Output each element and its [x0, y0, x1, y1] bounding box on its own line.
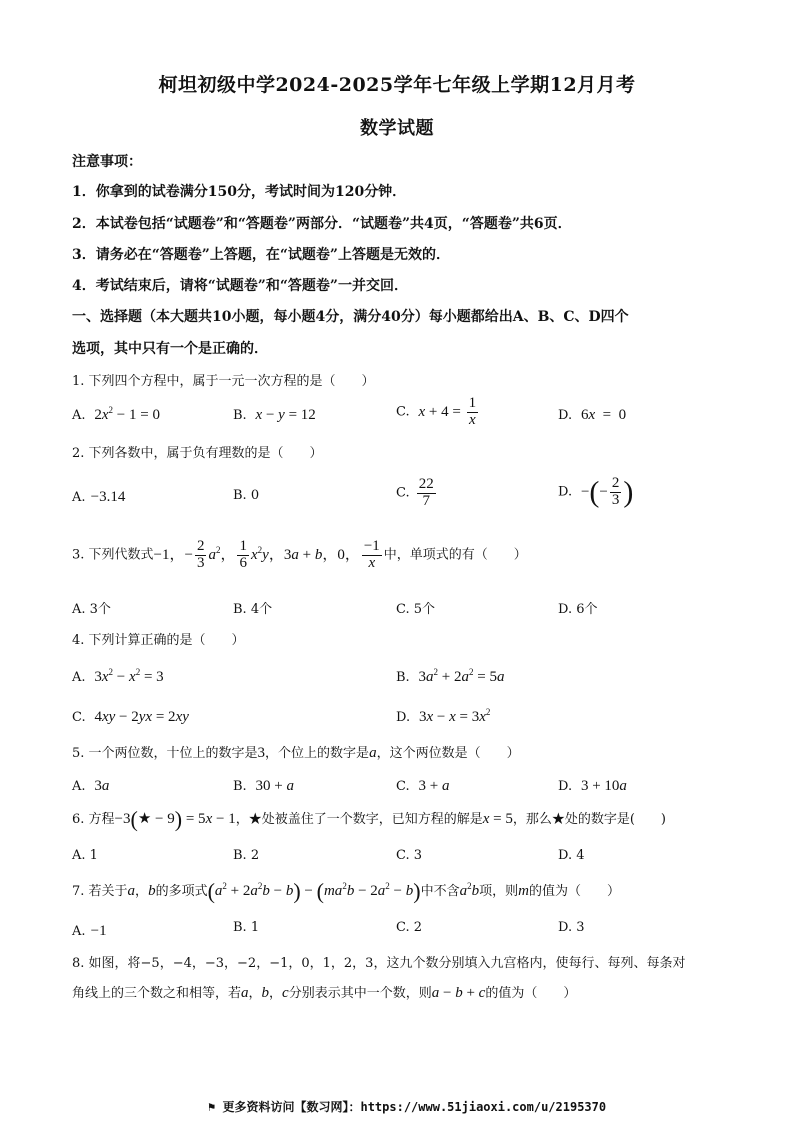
option-label: B.: [396, 670, 410, 685]
section-heading-cont: 选项，其中只有一个是正确的．: [72, 341, 268, 357]
question-3-option-c[interactable]: C. 5个: [396, 602, 436, 617]
stem-part: ，个位上的数字是: [265, 746, 370, 761]
question-5-option-b[interactable]: [233, 775, 294, 795]
question-1-option-a[interactable]: [72, 404, 160, 424]
question-8-stem-line2: [72, 982, 576, 1002]
question-6-option-b[interactable]: B. 2: [233, 848, 260, 863]
option-label: C.: [396, 779, 410, 794]
question-3-stem: [72, 539, 527, 572]
stem-part: ，这个两位数是（ ）: [376, 746, 520, 761]
question-3-option-a[interactable]: A. 3个: [72, 602, 111, 617]
question-3-option-b[interactable]: B. 4个: [233, 602, 273, 617]
stem-math: m: [518, 883, 529, 899]
question-6-option-a[interactable]: A. 1: [72, 848, 98, 863]
option-label: A.: [72, 490, 86, 505]
question-5-option-d[interactable]: [558, 775, 627, 795]
question-2-option-a[interactable]: [72, 486, 125, 506]
question-6-option-c[interactable]: C. 3: [396, 848, 423, 863]
option-math: x − y = 12: [255, 407, 316, 423]
option-label: D.: [396, 710, 411, 725]
footer-text: 更多资料访问【数习网】：https://www.51jiaoxi.com/u/2195370: [222, 1100, 607, 1114]
question-7-option-c[interactable]: C. 2: [396, 920, 423, 935]
option-label: D.: [558, 408, 573, 423]
option-label: B.: [233, 779, 247, 794]
question-4-stem: 4. 下列计算正确的是（ ）: [72, 633, 245, 648]
stem-math: $(a^2 + 2a^2b - b) - (ma^2b - 2a^2 - b)$: [207, 878, 421, 904]
question-2-option-b[interactable]: B. 0: [233, 488, 260, 503]
stem-part: 的多项式: [155, 884, 208, 899]
question-1-stem: 1. 下列四个方程中，属于一元一次方程的是（ ）: [72, 374, 375, 389]
option-math: $\frac{22}{7}$: [418, 476, 434, 509]
stem-part: ，★处被盖住了一个数字，已知方程的解是: [235, 812, 483, 827]
question-2-option-c[interactable]: [396, 477, 438, 510]
question-4-option-c[interactable]: [72, 706, 189, 726]
question-7-stem: [72, 880, 620, 903]
page-title: 柯坦初级中学2024-2025学年七年级上学期12月月考: [158, 74, 636, 96]
option-label: D.: [558, 484, 573, 500]
stem-math: b: [148, 883, 156, 899]
stem-part: 角线上的三个数之和相等，若: [72, 986, 242, 1001]
option-math: $2x^2 - 1 = 0$: [90, 405, 160, 423]
stem-part: ，: [248, 986, 262, 1001]
stem-math: $a^2b$: [459, 881, 480, 899]
notice-item-1: 1．你拿到的试卷满分150分，考试时间为120分钟．: [72, 184, 407, 200]
question-6-option-d[interactable]: D. 4: [558, 848, 585, 863]
question-1-option-c[interactable]: [396, 396, 480, 429]
stem-part: 中不含: [420, 884, 460, 899]
option-math: −3.14: [90, 489, 126, 505]
question-2-option-d[interactable]: [558, 476, 633, 509]
stem-math: a − b + c: [431, 985, 486, 1001]
stem-part: 分别表示其中一个数，则: [288, 986, 432, 1001]
option-math: x + 4 = $\frac{1}{x}$: [418, 395, 477, 428]
option-label: A.: [72, 924, 86, 939]
question-7-option-d[interactable]: D. 3: [558, 920, 585, 935]
question-8-stem-line1: 8. 如图，将−5，−4，−3，−2，−1，0，1，2，3，这九个数分别填入九宫格内，使每行、每列、每条对: [72, 956, 686, 971]
option-math: 3 + a: [414, 778, 450, 794]
question-5-option-c[interactable]: [396, 775, 449, 795]
option-math: $3x^2 - x^2 = 3$: [90, 667, 164, 685]
option-label: C.: [396, 485, 410, 501]
notice-item-2: 2．本试卷包括“试题卷”和“答题卷”两部分．“试题卷”共4页，“答题卷”共6页．: [72, 216, 572, 232]
stem-math: −3(★ − 9) = 5x − 1: [114, 806, 236, 832]
stem-math: b: [261, 985, 270, 1001]
option-math: $3a^2 + 2a^2 = 5a$: [414, 667, 505, 685]
stem-part: 7. 若关于: [72, 884, 128, 899]
question-1-option-d[interactable]: [558, 404, 626, 424]
stem-math: −1，− $\frac{2}{3}$ $a^2$， $\frac{1}{6}$ $x^2y$，3a + b，0， $\frac{-1}{x}$: [153, 538, 380, 571]
option-label: A.: [72, 408, 86, 423]
notice-item-3: 3．请务必在“答题卷”上答题，在“试题卷”上答题是无效的．: [72, 247, 450, 263]
question-7-option-b[interactable]: B. 1: [233, 920, 260, 935]
option-math: −(− $\frac{2}{3}$ ): [577, 475, 634, 509]
stem-part: 的值为（ ）: [528, 884, 620, 899]
notice-heading: 注意事项：: [72, 154, 142, 170]
stem-part: 5. 一个两位数，十位上的数字是: [72, 746, 258, 761]
stem-math: c: [282, 985, 289, 1001]
stem-suffix: 中，单项式的有（ ）: [383, 547, 527, 563]
question-5-option-a[interactable]: [72, 775, 109, 795]
option-math: $3x - x = 3x^2$: [415, 707, 491, 725]
option-label: C.: [72, 710, 86, 725]
stem-math: a: [369, 745, 377, 761]
question-5-stem: [72, 742, 520, 762]
stem-part: 6. 方程: [72, 812, 115, 827]
question-3-option-d[interactable]: D. 6个: [558, 602, 598, 617]
stem-math: a: [241, 985, 249, 1001]
flag-icon: ⚑: [208, 1100, 216, 1114]
option-math: 3 + 10a: [577, 778, 627, 794]
option-math: −1: [90, 923, 107, 939]
option-label: A.: [72, 779, 86, 794]
stem-math: 3: [257, 745, 266, 761]
stem-part: 项，则: [479, 884, 519, 899]
stem-part: 的值为（ ）: [485, 986, 577, 1001]
stem-part: ，: [135, 884, 149, 899]
stem-part: ，那么★处的数字是( ): [512, 812, 667, 827]
stem-math: x = 5: [482, 811, 513, 827]
option-math: 4xy − 2yx = 2xy: [90, 709, 189, 725]
option-math: 6x = 0: [577, 407, 627, 423]
question-4-option-d[interactable]: [396, 706, 490, 726]
page-subtitle: 数学试题: [360, 118, 434, 139]
option-label: B.: [233, 408, 247, 423]
question-4-option-b[interactable]: [396, 666, 504, 686]
option-math: 3a: [90, 778, 110, 794]
option-label: A.: [72, 670, 86, 685]
option-math: 30 + a: [251, 778, 294, 794]
question-6-stem: [72, 808, 666, 831]
footer-link[interactable]: [208, 1098, 606, 1115]
stem-part: ，: [269, 986, 283, 1001]
option-label: D.: [558, 779, 573, 794]
question-1-option-b[interactable]: [233, 404, 316, 424]
section-heading: 一、选择题（本大题共10小题，每小题4分，满分40分）每小题都给出A、B、C、D四个: [72, 309, 629, 325]
question-2-stem: 2. 下列各数中，属于负有理数的是（ ）: [72, 446, 323, 461]
stem-prefix: 3. 下列代数式: [72, 547, 154, 563]
notice-item-4: 4．考试结束后，请将“试题卷”和“答题卷”一并交回．: [72, 278, 408, 294]
question-7-option-a[interactable]: [72, 920, 107, 940]
stem-math: a: [127, 883, 136, 899]
question-4-option-a[interactable]: [72, 666, 164, 686]
option-label: C.: [396, 404, 410, 420]
